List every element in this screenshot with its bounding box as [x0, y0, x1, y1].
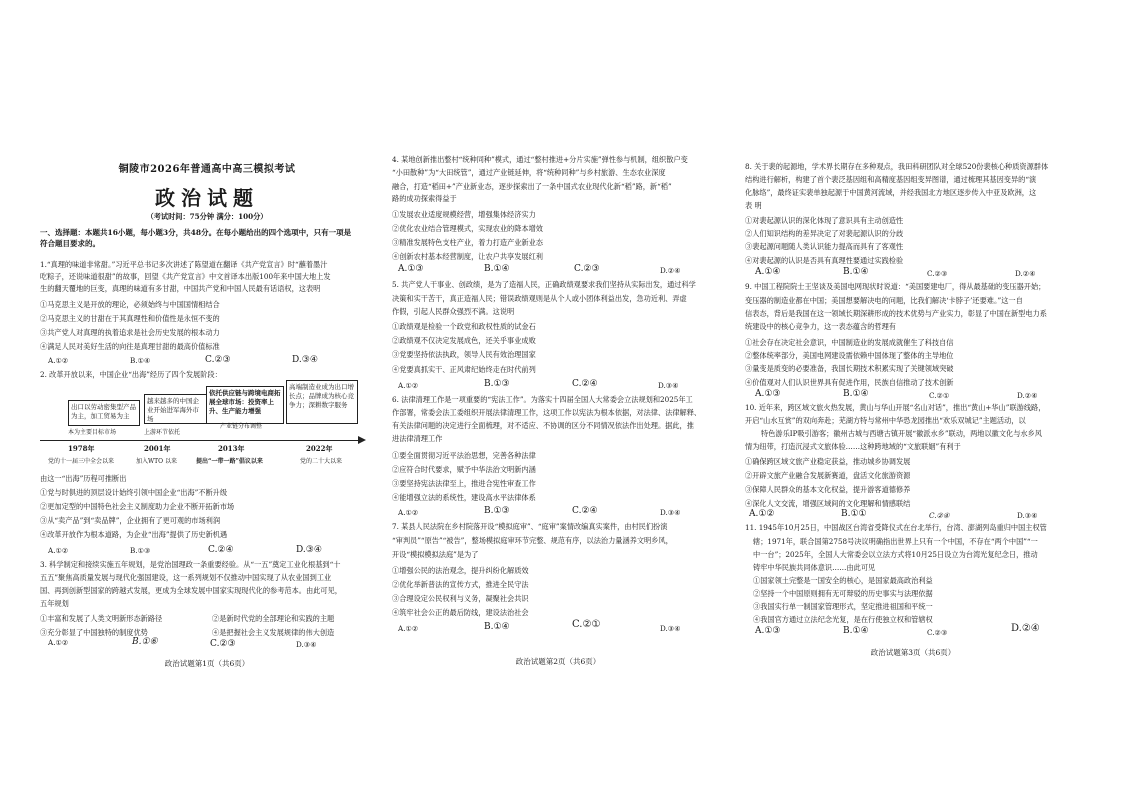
timeline-year: 1978年	[68, 444, 95, 453]
q2-answer-d: D.③④	[296, 545, 322, 555]
q10-stem-line: 特色游乐IP吸引游客；徽州古城与西塘古镇开展“徽派水乡”联动，两地以徽文化与水乡风	[761, 429, 1042, 438]
q4-choice: ②优化农业结合管理模式，实现农业的降本增效	[392, 224, 543, 233]
q9-answer-a: A.①③	[755, 389, 781, 399]
q5-answer-a: A.①②	[398, 381, 419, 390]
q3-choice: ①丰富和发展了人类文明新形态新路径	[40, 614, 163, 623]
q2-choice: ④改革开放作为根本道路，为企业“出海”提供了历史新机遇	[40, 530, 228, 539]
q7-stem-line: “审判员”“原告”“被告”，整场模拟庭审环节完整、规范有序，以法治力量涵养文明乡风，	[392, 536, 673, 545]
q7-stem-line: 开设“模拟模拟法庭”是为了	[392, 550, 479, 559]
q6-stem-line: 作部署，常委会法工委组织开展法律清理工作，这项工作以宪法为根本依据，对法律、法律解释、	[392, 408, 702, 417]
timeline-event: 加入WTO 以来	[136, 458, 177, 465]
q1-choice: ①马克思主义是开放的理论，必须始终与中国国情相结合	[40, 300, 220, 309]
timeline-event: 提出“一带一路”倡议以来	[196, 458, 263, 465]
q6-stem-line: 有关法律问题的决定进行全面梳理，对不适应、不协调的区分不同情况依法作出处理。据此，推	[392, 421, 694, 430]
q10-answer-a: A.①②	[749, 509, 775, 519]
timeline-stage-3: 依托供应链与跨境电商拓展全球市场：投资率上升、生产能力增强	[206, 386, 284, 424]
page-3	[745, 0, 1081, 793]
q11-answer-a: A.①③	[755, 626, 781, 636]
q11-answer-c: C.②③	[927, 628, 948, 637]
q3-stem-line: 国、再到创新型国家的跨越式发展，更成为全球发展中国家实现现代化的参考范本。由此可见，	[40, 586, 342, 595]
q1-answer-b: B.①④	[130, 356, 151, 365]
q7-answer-b: B.①④	[484, 622, 510, 632]
q6-answer-b: B.①③	[484, 506, 510, 516]
q3-choice: ④是把握社会主义发展规律的伟大创造	[212, 628, 335, 637]
q3-answer-d: D.③④	[296, 640, 317, 649]
q3-choice: ②是新时代党的全部理论和实践的主题	[212, 614, 335, 623]
q11-answer-b: B.①④	[843, 626, 869, 636]
q8-answer-b: B.①④	[843, 267, 869, 277]
q9-choice: ④价值观对人们认识世界具有促进作用，民族自信推动了技术创新	[745, 378, 954, 387]
q3-answer-b: B.①⑥	[132, 637, 158, 647]
q9-answer-d: D.②④	[1017, 391, 1038, 400]
q11-stem-line: 11. 1945年10月25日，中国战区台湾省受降仪式在台北举行，台湾、澎湖列岛重归中国主权管	[745, 523, 1047, 532]
q2-answer-a: A.①②	[48, 546, 69, 555]
timeline-note: 产业链分布调整	[220, 423, 263, 430]
q6-answer-a: A.①②	[398, 508, 419, 517]
q7-choice: ②优化举新普法的宣传方式，推进全民守法	[392, 580, 529, 589]
q9-stem-line: 信表态，背后是我国在这一领域长期深耕形成的技术优势与产业实力，彰显了中国在新型电力系	[745, 309, 1047, 318]
q1-stem-line: 生的翻天覆地的巨变，真理的味道有多甘甜，中国共产党和中国人民最有话语权，这表明	[40, 284, 321, 293]
q8-stem-line: 结构进行解析，构建了首个裴泛基因组和高精度基因组变异图谱，通过梳理其基因变异的“演	[745, 175, 1037, 184]
q1-stem-line: 吃粽子，还说味道很甜”的故事，回望《共产党宣言》中文首译本出版100年来中国大地上发	[40, 272, 331, 281]
q6-choice: ③要坚持宪法法律至上，推进合宪性审查工作	[392, 479, 536, 488]
q2-choice: ①党与时俱进的顶层设计始终引领中国企业“出海”不断升级	[40, 488, 228, 497]
q6-stem-line: 6. 法律清理工作是一项重要的“宪法工作”。为落实十四届全国人大常委会立法规划和2025年工	[392, 395, 693, 404]
q11-answer-d: D.②④	[1011, 623, 1040, 634]
q6-stem-line: 进法律清理工作	[392, 434, 443, 443]
q10-choice: ④深化人文交流，增强区域间的文化理解和情感联结	[745, 499, 911, 508]
q7-stem-line: 7. 某县人民法院在乡村院落开设“模拟庭审”、“庭审”案情改编真实案件，由村民们扮演	[392, 522, 668, 531]
timeline-note: 本为主要目标市场	[68, 429, 117, 436]
q9-answer-b: B.①④	[843, 389, 869, 399]
q8-choice: ④对裴起源的认识是否具有真理性要通过实践检验	[745, 256, 904, 265]
exam-name: 铜陵市2026年普通高中高三模拟考试	[118, 164, 296, 175]
q8-stem-line: 8. 关于裴的起源地，学术界长期存在多种观点，我田科研团队对全球520份裴核心种质资源群体	[745, 162, 1049, 171]
q1-choice: ②马克思主义的甘甜在于其真理性和价值性是永恒不变的	[40, 314, 220, 323]
q7-choice: ③合理设定公民权利与义务，凝聚社会共识	[392, 594, 529, 603]
q10-choice: ③保障人民群众的基本文化权益，提升游客道德修养	[745, 485, 911, 494]
q5-choice: ②政绩观不仅决定发展成色，还关乎事业成败	[392, 336, 536, 345]
q3-answer-a: A.①②	[48, 638, 69, 647]
q5-stem-line: 作假，引起人民群众强烈不满。这说明	[392, 307, 515, 316]
q3-stem-line: 3. 科学制定和接续实施五年规划，是党治国理政一条重要经验。从“一五”奠定工业化根基到“十	[40, 560, 341, 569]
q10-answer-c: C.②④	[929, 511, 950, 520]
exam-info: （考试时间：75分钟 满分：100分）	[146, 212, 268, 221]
q10-stem-line: 10. 近年来，跨区域文旅火热发展，黄山与华山开展“名山对话”，推出“黄山+华山”联游线路，	[745, 403, 1046, 412]
page-2	[392, 0, 724, 793]
q2-answer-b: B.①③	[130, 546, 151, 555]
q8-answer-a: A.①④	[755, 267, 781, 277]
q4-answer-c: C.②③	[574, 264, 600, 274]
q6-choice: ②应符合时代要求，赋予中华法治文明新内涵	[392, 465, 536, 474]
q7-answer-c: C.②①	[572, 619, 601, 630]
timeline-axis	[40, 440, 360, 441]
q2-answer-c: C.②④	[208, 545, 234, 555]
q4-stem-line: “小田散种”为“大田统管”，通过产业链延伸，将“统种同种”与乡村旅游、生态农业深度	[392, 168, 666, 177]
q9-stem-line: 统建设中的核心竞争力，这一表态蕴含的哲理有	[745, 322, 896, 331]
page-footer: 政治试题第3页（共6页）	[870, 648, 956, 657]
q10-choice: ②开辟文旅产业融合发展新赛道，盘活文化旅游资源	[745, 471, 911, 480]
q4-stem-line: 4. 某地创新推出整村“统种同种”模式，通过“整村推进+分片实施”弹性参与机制，组织散户变	[392, 155, 688, 164]
timeline-year: 2013年	[218, 444, 245, 453]
q7-choice: ①增强公民的法治观念，提升纠纷化解质效	[392, 566, 529, 575]
q8-choice: ①对裴起源认识的深化体现了意识具有主动创造性	[745, 216, 904, 225]
q6-choice: ①要全面贯彻习近平法治思想，完善各种法律	[392, 451, 536, 460]
q4-choice: ③精准发展特色支柱产业，着力打造产业新业态	[392, 238, 543, 247]
section-heading-line1: 一、选择题：本题共16小题，每小题3分，共48分。在每小题给出的四个选项中，只有一项是	[40, 228, 352, 237]
q5-choice: ④党要真抓实干、正风肃纪始终走在时代前列	[392, 365, 536, 374]
q5-choice: ①政绩观是检验一个政党和政权性质的试金石	[392, 322, 536, 331]
timeline-event: 党的二十大以来	[300, 458, 343, 465]
q1-answer-a: A.①②	[48, 356, 69, 365]
q5-stem-line: 决策和实干苦干，真正造福人民；错误政绩观则是从个人或小团体利益出发，急功近利、弄虚	[392, 294, 687, 303]
q10-stem-line: 开启“山水互赏”的双向奔赴；芜湖方特与常州中华恐龙园推出“欢乐双城记”主题活动，以	[745, 416, 1026, 425]
q1-choice: ③共产党人对真理的执着追求是社会历史发展的根本动力	[40, 328, 220, 337]
q8-answer-c: C.②③	[927, 269, 948, 278]
timeline-year: 2022年	[306, 444, 333, 453]
q3-stem-line: 五年规划	[40, 599, 69, 608]
q1-answer-c: C.②③	[205, 355, 231, 365]
q10-choice: ①确保跨区域文旅产业稳定获益，推动城乡协调发展	[745, 457, 911, 466]
q2-question: 由这一“出海”历程可推断出	[40, 474, 127, 483]
q3-stem-line: 五五”聚焦高质量发展与现代化强国建设，这一系列规划不仅推动中国实现了从农业国到工业	[40, 573, 332, 582]
q11-choice: ①国家领土完整是一国安全的核心，是国家最高政治利益	[753, 576, 933, 585]
q11-choice: ④我国官方通过立法纪念光复，是在行使独立权和管辖权	[753, 615, 933, 624]
q11-choice: ②坚持一个中国原则拥有无可辩驳的历史事实与法理依据	[753, 589, 933, 598]
timeline-arrow-icon	[358, 436, 366, 444]
q5-choice: ③党要坚持依法执政，领导人民有效治理国家	[392, 350, 536, 359]
q8-choice: ③裴起源问题随人类认识能力提高而具有了客观性	[745, 242, 904, 251]
q6-choice: ④能增强立法的系统性，建设高水平法律体系	[392, 493, 536, 502]
q9-choice: ②整体统率部分，美国电网建设需依赖中国体现了整体的主导地位	[745, 351, 954, 360]
q4-answer-a: A.①③	[398, 264, 424, 274]
q2-choice: ②更加定型的中国特色社会主义制度助力企业不断开拓新市场	[40, 502, 235, 511]
timeline-note: 上游环节依托	[144, 429, 181, 436]
q4-answer-b: B.①④	[484, 264, 510, 274]
page-1	[40, 0, 374, 793]
q11-stem-line: 铸牢中华民族共同体意识……由此可见	[753, 563, 876, 572]
q11-stem-line: 辖；1971年，联合国第2758号决议明确指出世界上只有一个中国，不存在“两个中国”“一	[753, 537, 1038, 546]
q10-answer-d: D.③④	[1017, 511, 1038, 520]
section-heading-line2: 符合题目要求的。	[40, 239, 100, 248]
q2-intro: 2. 改革开放以来，中国企业“出海”经历了四个发展阶段：	[40, 370, 222, 379]
timeline-stage-2: 越来越多的中国企业开始进军海外市场	[144, 394, 208, 424]
q8-stem-line: 化脉络”，最终证实裴单独起源于中国黄河流域，并经我国北方地区逐步传入中亚及欧洲，这	[745, 188, 1037, 197]
q5-stem-line: 5. 共产党人干事业、创政绩，是为了造福人民，正确政绩观要求我们坚持从实际出发，通过科学	[392, 280, 696, 289]
timeline-stage-4: 高端制造业成为出口增长点；品牌成为核心竞争力；深耕数字服务	[286, 380, 358, 424]
timeline-stage-1: 出口以劳动密集型产品为主，加工贸易为主	[68, 400, 140, 426]
page-footer: 政治试题第1页（共6页）	[164, 659, 250, 668]
q6-answer-d: D.③④	[660, 508, 681, 517]
q7-choice: ④筑牢社会公正的最后防线，建设法治社会	[392, 608, 529, 617]
q9-stem-line: 变压器的制造业都在中国；美国想要解决电的问题，比我们解决‘卡脖子’还要难。”这一自	[745, 296, 1023, 305]
timeline-year: 2001年	[144, 444, 171, 453]
q11-stem-line: 中一台”；2025年，全国人大常委会以立法方式将10月25日设立为台湾光复纪念日，推动	[753, 550, 1038, 559]
q4-answer-d: D.②④	[660, 266, 681, 275]
q2-choice: ③从“卖产品”到“卖品牌”，企业拥有了更可观的市场利润	[40, 516, 221, 525]
q10-answer-b: B.①①	[841, 509, 867, 519]
page-footer: 政治试题第2页（共6页）	[515, 657, 601, 666]
q7-answer-a: A.①②	[398, 624, 419, 633]
q4-stem-line: 路的成功探索得益于	[392, 194, 457, 203]
q9-stem-line: 9. 中国工程院院士王坚谈及美国电网现状时说道：“美国要建电厂，得从最基础的变压器开始；	[745, 282, 1046, 291]
q1-choice: ④满足人民对美好生活的向往是真理甘甜的最高价值标准	[40, 342, 220, 351]
q11-choice: ③我国实行单一制国家管理形式，坚定推进祖国和平统一	[753, 602, 933, 611]
q4-stem-line: 融合，打造“稻田+”产业新业态，逐步探索出了一条中国式农业现代化新“稻”路，新“稻”	[392, 182, 672, 191]
q6-answer-c: C.②④	[572, 506, 598, 516]
q8-answer-d: D.②④	[1015, 269, 1036, 278]
q9-choice: ③量变是质变的必要准备，我国长期技术积累实现了关键领域突破	[745, 364, 954, 373]
q3-choice: ③充分彰显了中国独特的制度优势	[40, 628, 148, 637]
q9-answer-c: C.②①	[929, 391, 950, 400]
timeline-event: 党的十一届三中全会以来	[48, 458, 115, 465]
q4-choice: ①发展农业适度规模经营，增强集体经济实力	[392, 210, 536, 219]
q7-answer-d: D.③④	[660, 624, 681, 633]
q8-choice: ②人们知识结构的差异决定了对裴起源认识的分歧	[745, 229, 904, 238]
q5-answer-d: D.③④	[658, 381, 679, 390]
q1-answer-d: D.③④	[292, 355, 318, 365]
q9-choice: ①社会存在决定社会意识，中国制造业的发展成就催生了科技自信	[745, 338, 954, 347]
q8-stem-line: 表 明	[745, 201, 762, 210]
q4-choice: ④创新农村基本经营制度，让农户共享发展红利	[392, 252, 543, 261]
q3-answer-c: C.②③	[210, 639, 236, 649]
q5-answer-c: C.②④	[572, 379, 598, 389]
q5-answer-b: B.①③	[484, 379, 510, 389]
q1-stem-line: 1.“真理的味道非常甜。”习近平总书记多次讲述了陈望道在翻译《共产党宣言》时“蘸着墨汁	[40, 260, 328, 269]
q10-stem-line: 情为纽带，打造沉浸式文旅体验……这种跨地域的“文旅联姻”有利于	[745, 442, 961, 451]
subject-title: 政治试题	[155, 186, 259, 210]
